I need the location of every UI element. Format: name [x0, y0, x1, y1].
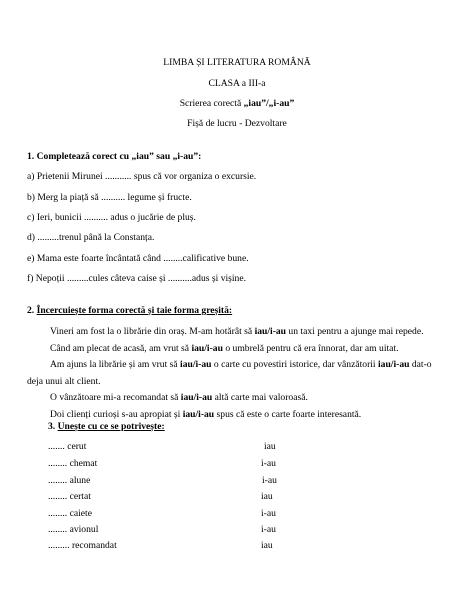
topic-prefix: Scrierea corectă: [179, 98, 244, 109]
exercise-2-number: 2.: [27, 305, 37, 316]
exercise-1-item-c: c) Ieri, bunicii .......... adus o jucărie de pluș.: [27, 212, 196, 223]
exercise-2-heading: [27, 305, 232, 317]
match-right-item[interactable]: i-au: [261, 508, 276, 519]
match-right-item[interactable]: i-au: [261, 524, 276, 535]
exercise-1-item-b: b) Merg la piață să .......... legume și fructe.: [27, 192, 192, 203]
match-right-item[interactable]: i-au: [262, 475, 277, 486]
match-left-item[interactable]: ........ certat: [48, 491, 91, 502]
match-right-item[interactable]: iau: [261, 540, 273, 551]
worksheet-subtitle: Fișă de lucru - Dezvoltare: [187, 118, 287, 129]
exercise-1-item-a: a) Prietenii Mirunei ........... spus că vor organiza o excursie.: [27, 171, 257, 182]
match-left-item[interactable]: ........ caiete: [48, 508, 92, 519]
exercise-2-paragraph-1: Vineri am fost la o librărie din oraș. M-am hotărât să iau/i-au un taxi pentru a ajunge mai repede.: [50, 326, 424, 337]
choice-iau-i-au[interactable]: iau/i-au: [182, 408, 215, 420]
exercise-2-instruction: Încercuiește forma corectă și taie forma greșită:: [36, 305, 233, 316]
choice-iau-i-au[interactable]: iau/i-au: [378, 359, 410, 371]
choice-iau-i-au[interactable]: iau/i-au: [254, 326, 287, 337]
exercise-1-heading: 1. Completează corect cu „iau” sau „i-au”:: [27, 151, 202, 162]
exercise-1-item-f: f) Nepoții .........cules câteva caise și ..........adus și vișine.: [27, 273, 247, 284]
class-title: CLASA a III-a: [208, 78, 266, 89]
exercise-2-paragraph-5: Doi clienți curioși s-au apropiat și iau/i-au spus că este o carte foarte interesantă.: [50, 408, 362, 420]
choice-iau-i-au[interactable]: iau/i-au: [191, 342, 223, 354]
exercise-3-heading: [48, 421, 165, 433]
match-right-item[interactable]: iau: [261, 491, 273, 502]
exercise-2-paragraph-2: Când am plecat de acasă, am vrut să iau/i-au o umbrelă pentru că era înnorat, dar am uitat.: [50, 342, 399, 354]
match-left-item[interactable]: ........ alune: [48, 475, 91, 486]
match-right-item[interactable]: iau: [264, 441, 276, 452]
exercise-2-paragraph-4: O vânzătoare mi-a recomandat să iau/i-au altă carte mai valoroasă.: [50, 392, 308, 404]
exercise-2-text: [27, 324, 447, 424]
topic-forms: „iau”/„i-au”: [243, 98, 295, 109]
topic-title: [0, 98, 474, 110]
exercise-3-instruction: Unește cu ce se potrivește:: [57, 421, 165, 432]
match-left-item[interactable]: ........ chemat: [48, 458, 98, 469]
exercise-1-item-e: e) Mama este foarte încântată când ........calificative bune.: [27, 253, 249, 264]
exercise-1-item-d: d) .........trenul până la Constanța.: [27, 232, 155, 243]
subject-title: LIMBA ȘI LITERATURA ROMÂNĂ: [163, 57, 311, 68]
match-left-item[interactable]: ........ avionul: [48, 524, 99, 535]
exercise-3-number: 3.: [48, 421, 58, 432]
match-left-item[interactable]: ......... recomandat: [48, 540, 117, 551]
choice-iau-i-au[interactable]: iau/i-au: [180, 359, 212, 371]
match-right-item[interactable]: i-au: [261, 458, 276, 469]
choice-iau-i-au[interactable]: iau/i-au: [180, 392, 213, 404]
exercise-2-paragraph-3: Am ajuns la librărie și am vrut să iau/i-au o carte cu povestiri istorice, dar vânzătorii iau/i-au dat-o deja unui alt client.: [27, 359, 432, 387]
match-left-item[interactable]: ....... cerut: [48, 441, 87, 452]
